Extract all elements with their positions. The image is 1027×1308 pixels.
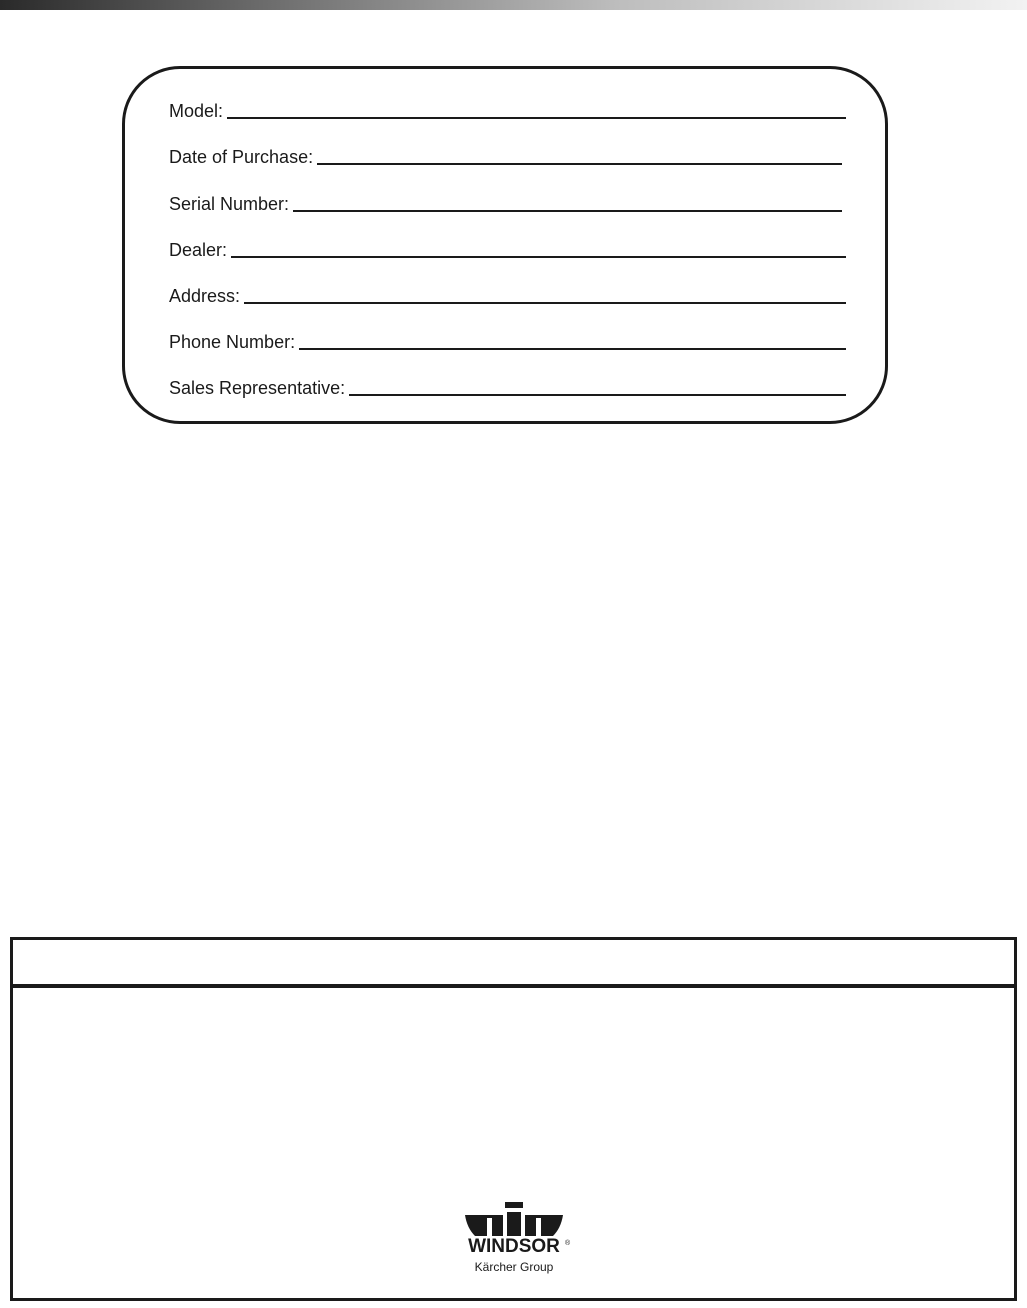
windsor-logo-subtitle: Kärcher Group	[474, 1260, 554, 1274]
info-box	[10, 937, 1017, 1301]
date-of-purchase-line[interactable]	[317, 163, 842, 165]
top-gradient-bar	[0, 0, 1027, 10]
sales-representative-line[interactable]	[349, 394, 846, 396]
dealer-line[interactable]	[231, 256, 846, 258]
address-line[interactable]	[244, 302, 846, 304]
address-field[interactable]	[169, 282, 846, 306]
model-line[interactable]	[227, 117, 846, 119]
date-of-purchase-field[interactable]	[169, 143, 842, 167]
sales-representative-label: Sales Representative:	[169, 378, 346, 398]
windsor-logo-icon	[465, 1202, 563, 1238]
ownership-record-card	[122, 66, 888, 424]
model-field[interactable]	[169, 97, 846, 121]
dealer-field[interactable]	[169, 236, 846, 260]
date-of-purchase-label: Date of Purchase:	[169, 147, 314, 167]
sales-representative-field[interactable]	[169, 374, 846, 398]
model-label: Model:	[169, 101, 224, 121]
address-label: Address:	[169, 286, 241, 306]
serial-number-label: Serial Number:	[169, 194, 290, 214]
serial-number-line[interactable]	[293, 210, 842, 212]
windsor-logo-registered-mark: ®	[565, 1240, 571, 1247]
info-box-header	[13, 940, 1014, 988]
phone-number-line[interactable]	[299, 348, 846, 350]
phone-number-label: Phone Number:	[169, 332, 296, 352]
windsor-logo	[455, 1202, 573, 1292]
phone-number-field[interactable]	[169, 328, 846, 352]
windsor-logo-brand: WINDSOR	[468, 1236, 560, 1257]
dealer-label: Dealer:	[169, 240, 228, 260]
serial-number-field[interactable]	[169, 190, 842, 214]
